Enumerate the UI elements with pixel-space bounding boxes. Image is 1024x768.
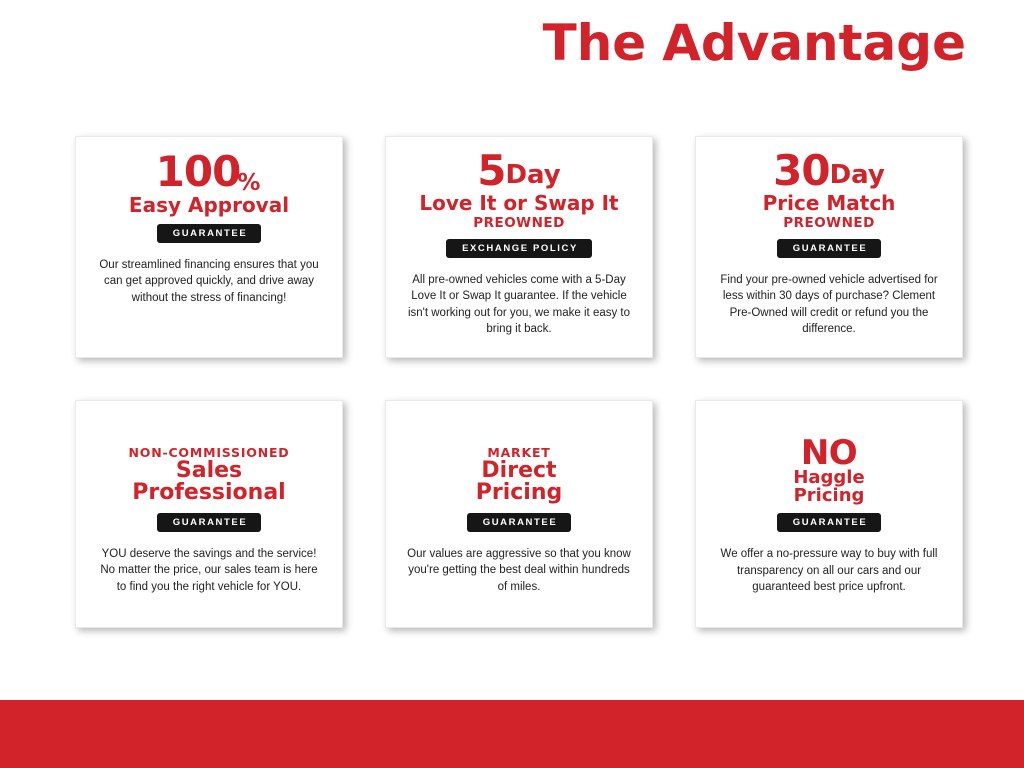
- card-subtitle: Price Match: [762, 190, 896, 215]
- card-kicker: MARKET: [487, 445, 551, 460]
- card-subtitle: Love It or Swap It: [419, 190, 619, 215]
- card-badge: GUARANTEE: [157, 224, 262, 243]
- headline-number: 100: [155, 147, 241, 196]
- card-body-text: YOU deserve the savings and the service! No matter the price, our sales team is here to find you the right vehicle for YOU.: [100, 547, 318, 593]
- card-easy-approval[interactable]: [75, 136, 343, 358]
- card-subtitle: Easy Approval: [128, 193, 290, 217]
- card-body-text: We offer a no-pressure way to buy with full transparency on all our cars and our guaranteed best price upfront.: [720, 548, 938, 593]
- page-title-part2: Advantage: [662, 14, 966, 72]
- headline-word: Day: [505, 160, 561, 190]
- card-price-match[interactable]: [695, 136, 963, 358]
- card-market-direct-pricing[interactable]: [385, 400, 653, 628]
- card-non-commissioned-sales[interactable]: [75, 400, 343, 628]
- card-subtitle-secondary: PREOWNED: [783, 214, 875, 231]
- card-title-line1: Haggle: [793, 467, 865, 489]
- card-title-line2: Pricing: [793, 485, 865, 507]
- bottom-accent-bar: [0, 700, 1024, 768]
- headline-number: 5: [477, 146, 506, 195]
- card-title-line2: Professional: [132, 480, 286, 506]
- page-title: [543, 14, 966, 72]
- card-love-it-or-swap-it[interactable]: [385, 136, 653, 358]
- card-title-line1: Direct: [481, 458, 557, 483]
- page-title-part1: The: [542, 14, 647, 72]
- card-subtitle-secondary: PREOWNED: [473, 214, 565, 231]
- card-title-line2: Pricing: [475, 480, 563, 506]
- card-headline: [477, 146, 561, 195]
- card-headline: [773, 146, 885, 195]
- card-headline: NO: [800, 433, 858, 473]
- card-no-haggle-pricing[interactable]: [695, 400, 963, 628]
- headline-word: Day: [829, 160, 885, 190]
- headline-number: 30: [773, 146, 830, 195]
- card-body-text: Our values are aggressive so that you know you're getting the best deal within hundreds of miles.: [407, 547, 631, 593]
- card-body-text: Find your pre-owned vehicle advertised for less within 30 days of purchase? Clement Pre-Owned will credit or refund you the difference.: [720, 273, 938, 335]
- headline-percent-symbol: %: [237, 170, 260, 196]
- card-badge: GUARANTEE: [467, 513, 572, 532]
- card-body-text: Our streamlined financing ensures that you can get approved quickly, and drive away without the stress of financing!: [99, 259, 319, 304]
- advantage-card-grid: [75, 136, 965, 628]
- card-title-line1: Sales: [175, 458, 243, 483]
- card-badge: GUARANTEE: [157, 513, 262, 532]
- card-kicker: NON-COMMISSIONED: [128, 445, 290, 460]
- card-badge: EXCHANGE POLICY: [446, 239, 592, 258]
- card-body-text: All pre-owned vehicles come with a 5-Day Love It or Swap It guarantee. If the vehicle isn't working out for you, we make it easy to bring it back.: [407, 273, 631, 335]
- card-badge: GUARANTEE: [777, 239, 882, 258]
- card-badge: GUARANTEE: [777, 513, 882, 532]
- card-headline: [155, 147, 263, 196]
